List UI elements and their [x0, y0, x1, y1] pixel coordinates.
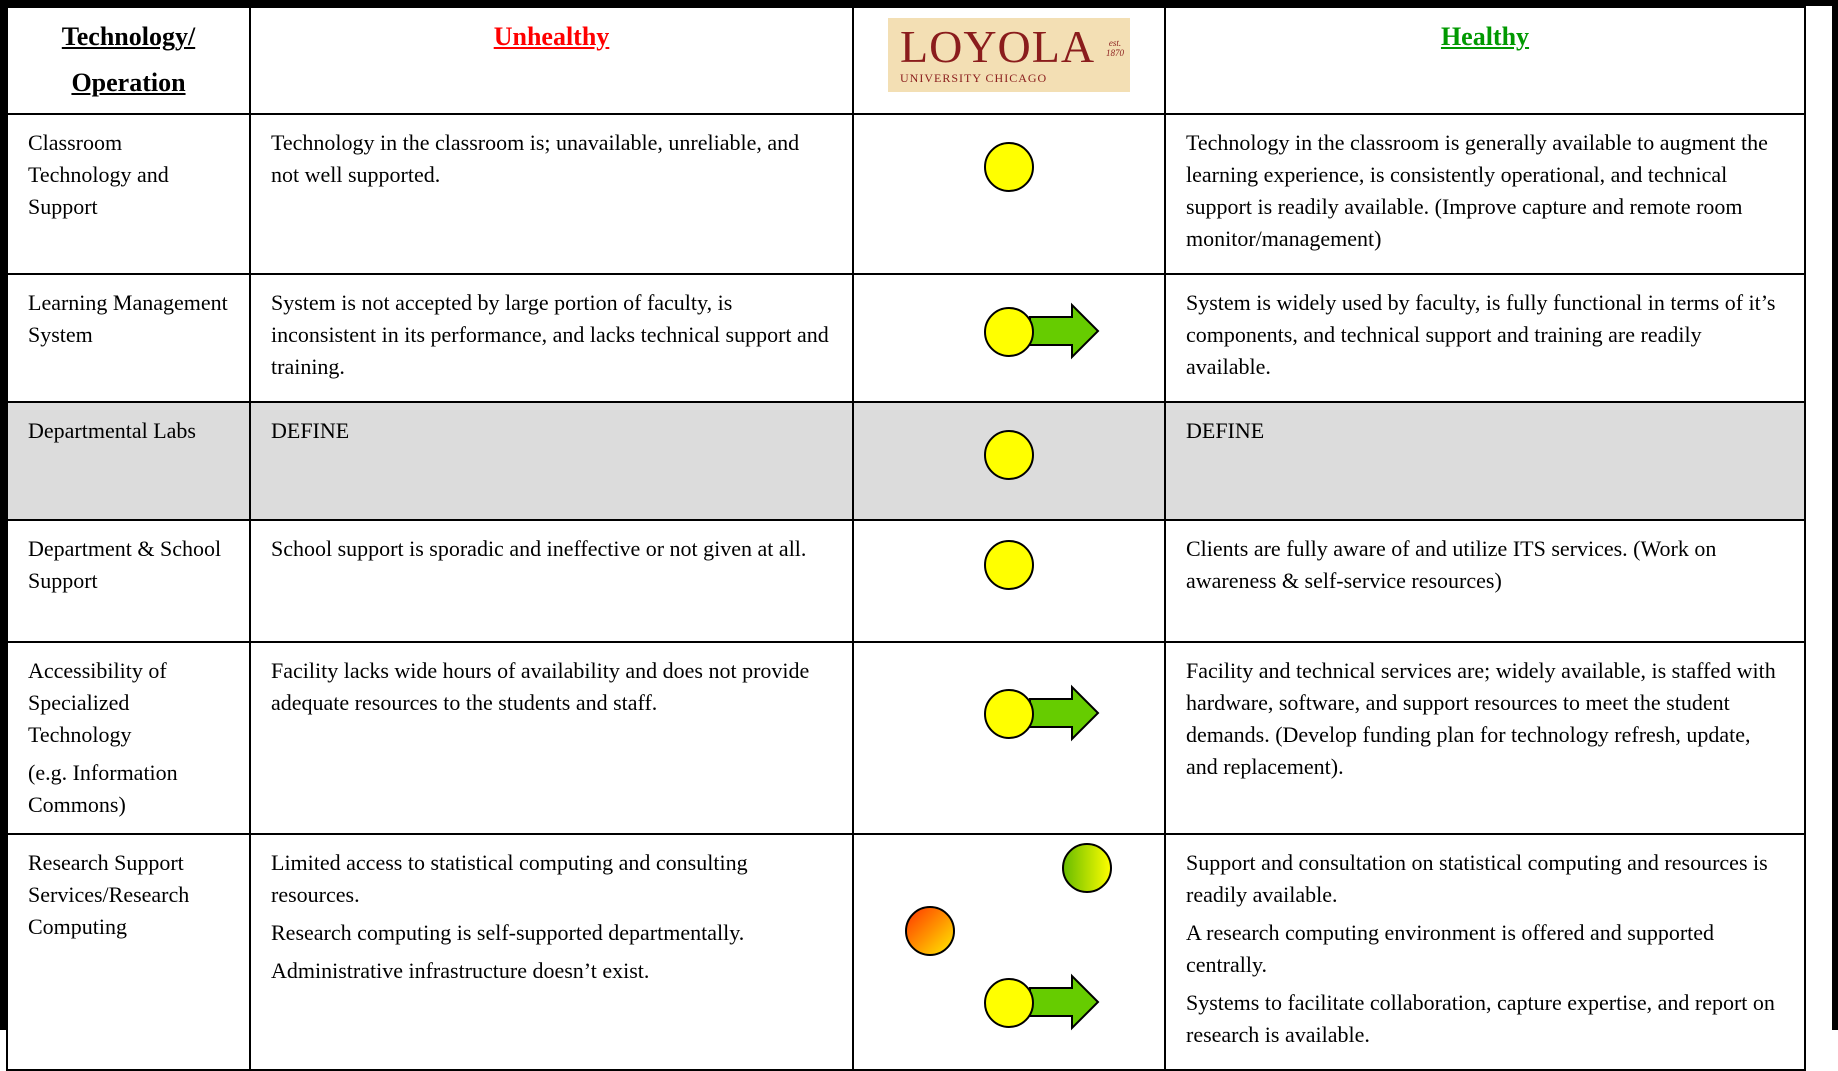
- healthy-text: Systems to facilitate collaboration, capture expertise, and report on research is available.: [1186, 990, 1775, 1047]
- area-note: (e.g. Information Commons): [28, 760, 178, 817]
- header-unhealthy: Unhealthy: [250, 7, 853, 114]
- header-technology-operation: [7, 7, 250, 114]
- healthy-cell: [1165, 274, 1805, 402]
- healthy-cell: [1165, 834, 1805, 1070]
- healthy-text: System is widely used by faculty, is fully functional in terms of it’s components, and technical support and training are readily available.: [1186, 290, 1776, 379]
- table-row: [7, 114, 1805, 274]
- area-cell: Research Support Services/Research Computing: [7, 834, 250, 1070]
- green-arrow-right-icon: [1030, 305, 1098, 357]
- unhealthy-text: Technology in the classroom is; unavailable, unreliable, and not well supported.: [271, 130, 800, 187]
- status-cell: [853, 402, 1165, 520]
- table-row: [7, 642, 1805, 834]
- unhealthy-text: System is not accepted by large portion of faculty, is inconsistent in its performance, and lacks technical support and training.: [271, 290, 829, 379]
- yellow-status-circle-icon: [985, 143, 1033, 191]
- green-arrow-right-icon: [1030, 976, 1098, 1028]
- unhealthy-cell: [250, 274, 853, 402]
- healthy-cell: [1165, 402, 1805, 520]
- healthy-text: A research computing environment is offered and supported centrally.: [1186, 920, 1715, 977]
- healthy-text: Support and consultation on statistical computing and resources is readily available.: [1186, 850, 1768, 907]
- header-logo-cell: [853, 7, 1165, 114]
- healthy-text: Facility and technical services are; widely available, is staffed with hardware, software, and support resources to meet the student demands. (Develop funding plan for technology refresh, update, and replacement).: [1186, 658, 1776, 779]
- unhealthy-text: Facility lacks wide hours of availability and does not provide adequate resources to the students and staff.: [271, 658, 810, 715]
- status-cell: [853, 274, 1165, 402]
- header-technology-label: Technology/: [61, 22, 196, 51]
- status-cell: [853, 114, 1165, 274]
- unhealthy-text: Research computing is self-supported departmentally.: [271, 920, 745, 945]
- logo-established: est. 1870: [1106, 38, 1124, 58]
- unhealthy-cell: [250, 642, 853, 834]
- unhealthy-cell: [250, 834, 853, 1070]
- unhealthy-cell: [250, 114, 853, 274]
- loyola-logo: [888, 18, 1130, 92]
- status-indicator: [854, 521, 1166, 643]
- green-arrow-right-icon: [1030, 687, 1098, 739]
- unhealthy-text: Limited access to statistical computing and consulting resources.: [271, 850, 748, 907]
- yellow-status-circle-icon: [985, 690, 1033, 738]
- yellow-status-circle-icon: [985, 979, 1033, 1027]
- status-indicator: [854, 835, 1166, 1049]
- health-assessment-table: [6, 6, 1806, 1071]
- area-cell: Classroom Technology and Support: [7, 114, 250, 274]
- header-row: [7, 7, 1805, 114]
- table-row: [7, 274, 1805, 402]
- healthy-cell: [1165, 520, 1805, 642]
- status-indicator: [854, 643, 1166, 827]
- status-cell: [853, 834, 1165, 1070]
- status-cell: [853, 642, 1165, 834]
- unhealthy-cell: [250, 402, 853, 520]
- status-indicator: [854, 115, 1166, 266]
- unhealthy-cell: [250, 520, 853, 642]
- orange-red-status-circle-icon: [906, 907, 954, 955]
- healthy-text: Clients are fully aware of and utilize ITS services. (Work on awareness & self-service resources): [1186, 536, 1717, 593]
- area-cell: Department & School Support: [7, 520, 250, 642]
- healthy-text: DEFINE: [1186, 418, 1265, 443]
- status-cell: [853, 520, 1165, 642]
- healthy-cell: [1165, 642, 1805, 834]
- area-cell: Learning Management System: [7, 274, 250, 402]
- header-operation-label: Operation: [71, 68, 186, 97]
- area-label: Accessibility of Specialized Technology: [28, 658, 167, 747]
- yellow-status-circle-icon: [985, 541, 1033, 589]
- yellow-status-circle-icon: [985, 431, 1033, 479]
- table-row: [7, 834, 1805, 1070]
- logo-wordmark: LOYOLA: [900, 21, 1096, 72]
- status-indicator: [854, 275, 1166, 397]
- yellow-status-circle-icon: [985, 308, 1033, 356]
- logo-subtitle: UNIVERSITY CHICAGO: [900, 71, 1048, 85]
- healthy-text: Technology in the classroom is generally available to augment the learning experience, is consistently operational, and technical support is readily available. (Improve capture and remote room monitor/management): [1186, 130, 1768, 251]
- unhealthy-text: DEFINE: [271, 418, 350, 443]
- table-row: [7, 520, 1805, 642]
- unhealthy-text: School support is sporadic and ineffective or not given at all.: [271, 536, 807, 561]
- area-cell: Departmental Labs: [7, 402, 250, 520]
- healthy-cell: [1165, 114, 1805, 274]
- status-indicator: [854, 403, 1166, 521]
- table-row: [7, 402, 1805, 520]
- green-yellow-status-circle-icon: [1063, 844, 1111, 892]
- area-cell: [7, 642, 250, 834]
- header-healthy: Healthy: [1165, 7, 1805, 114]
- unhealthy-text: Administrative infrastructure doesn’t exist.: [271, 958, 650, 983]
